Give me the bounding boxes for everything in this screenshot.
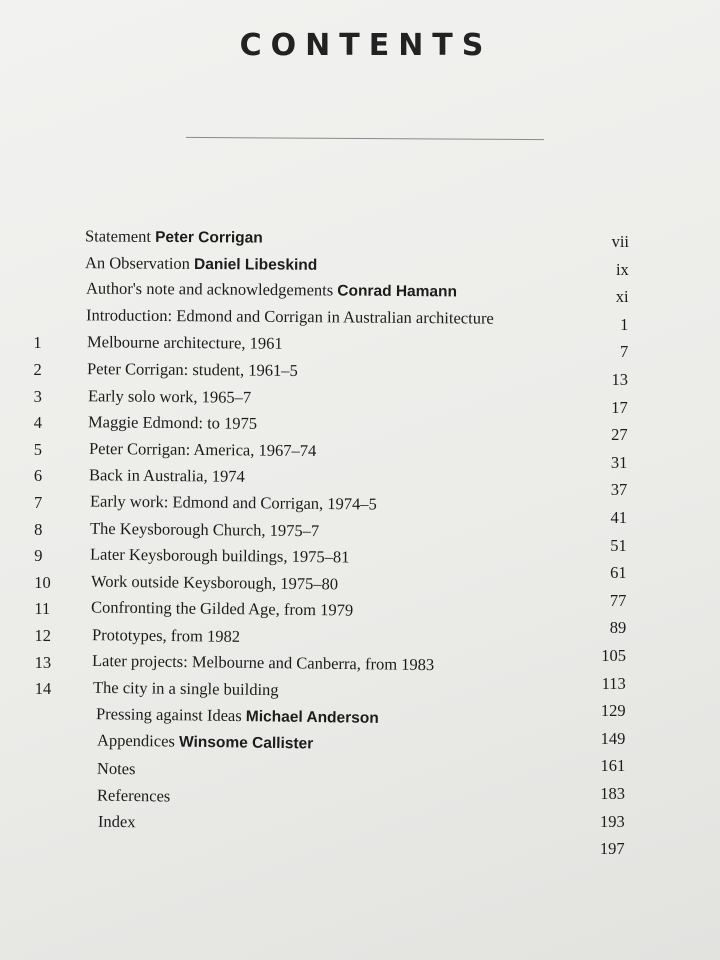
page-number: 1	[620, 314, 629, 334]
entry-title: Peter Corrigan: student, 1961–5	[87, 359, 299, 380]
toc-entry[interactable]	[88, 412, 257, 434]
chapter-number: 6	[33, 466, 43, 486]
entry-author: Winsome Callister	[178, 734, 313, 753]
toc-entry[interactable]	[91, 571, 338, 594]
toc-entry[interactable]	[90, 545, 350, 568]
chapter-number: 3	[33, 386, 42, 406]
page-number: 27	[611, 425, 628, 445]
chapter-number: 10	[34, 572, 51, 592]
entry-title: Pressing against Ideas	[95, 703, 247, 725]
page-number: 7	[619, 342, 629, 362]
entry-title: Later Keysborough buildings, 1975–81	[90, 544, 350, 567]
toc-entry[interactable]	[86, 305, 494, 328]
page-number: 113	[601, 673, 626, 693]
entry-title: Melbourne architecture, 1961	[86, 332, 283, 354]
entry-title: Work outside Keysborough, 1975–80	[90, 571, 339, 594]
chapter-number: 11	[34, 599, 51, 619]
chapter-number: 5	[33, 439, 43, 459]
entry-author: Michael Anderson	[245, 707, 379, 727]
chapter-number: 12	[34, 626, 51, 645]
page-number: 41	[610, 508, 627, 527]
entry-title: Author's note and acknowledgements	[85, 278, 338, 300]
page-number: 193	[600, 811, 625, 831]
entry-title: The city in a single building	[92, 677, 279, 700]
toc-entry[interactable]	[90, 518, 319, 540]
divider	[186, 137, 544, 140]
chapter-number: 14	[34, 679, 52, 699]
page-number: vii	[611, 232, 629, 251]
page-number: 51	[610, 535, 627, 555]
page-number: 61	[610, 563, 627, 583]
page-title: CONTENTS	[239, 28, 493, 63]
page-number: 197	[599, 839, 625, 859]
page-number: 17	[611, 397, 628, 417]
toc-entry[interactable]	[89, 491, 376, 514]
toc-entry[interactable]	[91, 598, 353, 621]
toc-entry[interactable]	[85, 253, 317, 275]
toc-entry[interactable]	[89, 466, 245, 488]
page-number: 129	[600, 701, 626, 721]
page-number: 13	[611, 370, 628, 389]
entry-title: Early work: Edmond and Corrigan, 1974–5	[89, 491, 377, 514]
entry-title: Statement	[84, 226, 156, 246]
chapter-number: 9	[34, 546, 43, 566]
toc-entry[interactable]	[86, 279, 457, 302]
entry-author: Peter Corrigan	[155, 228, 263, 247]
toc-entry[interactable]	[96, 704, 379, 728]
page-number: 31	[610, 452, 628, 472]
toc-entry[interactable]	[98, 812, 136, 833]
page-number: 161	[600, 756, 626, 776]
page-number: 183	[600, 784, 625, 803]
entry-title: Maggie Edmond: to 1975	[88, 412, 258, 433]
chapter-number: 4	[33, 413, 42, 433]
entry-title: An Observation	[85, 252, 195, 273]
entry-title: References	[97, 785, 171, 806]
chapter-number: 13	[34, 652, 52, 672]
entry-title: The Keysborough Church, 1975–7	[89, 518, 320, 540]
entry-title: Back in Australia, 1974	[88, 465, 245, 487]
chapter-number: 1	[33, 333, 42, 353]
page-number: 77	[609, 590, 627, 610]
page-number: xi	[615, 287, 629, 307]
entry-title: Index	[97, 811, 136, 832]
entry-author: Daniel Libeskind	[194, 255, 318, 274]
entry-title: Later projects: Melbourne and Canberra, from 1983	[92, 650, 435, 674]
entry-title: Notes	[96, 758, 136, 779]
toc-entry[interactable]	[92, 625, 240, 647]
toc-entry[interactable]	[85, 226, 263, 247]
toc-entry[interactable]	[92, 650, 434, 674]
entry-title: Appendices	[96, 730, 179, 752]
toc-entry[interactable]	[97, 785, 171, 806]
toc-entry[interactable]	[88, 386, 251, 407]
entry-title: Peter Corrigan: America, 1967–74	[88, 438, 316, 460]
chapter-number: 8	[34, 519, 43, 539]
chapter-number: 7	[34, 493, 43, 512]
page-number: ix	[615, 259, 629, 279]
toc-entry[interactable]	[87, 359, 298, 381]
toc-entry[interactable]	[89, 439, 316, 461]
toc-entry[interactable]	[87, 333, 283, 355]
toc-entry[interactable]	[96, 731, 313, 754]
entry-author: Conrad Hamann	[337, 282, 457, 301]
entry-title: Confronting the Gilded Age, from 1979	[91, 597, 354, 620]
entry-title: Prototypes, from 1982	[91, 625, 240, 646]
entry-title: Early solo work, 1965–7	[87, 385, 251, 407]
page-number: 89	[609, 618, 627, 638]
chapter-number: 2	[33, 360, 42, 379]
entry-title: Introduction: Edmond and Corrigan in Australian architecture	[86, 305, 495, 328]
toc-entry[interactable]	[93, 678, 279, 700]
page-number: 37	[610, 480, 628, 500]
page-number: 149	[600, 728, 626, 748]
page-number: 105	[601, 646, 626, 665]
toc-entry[interactable]	[97, 759, 136, 780]
